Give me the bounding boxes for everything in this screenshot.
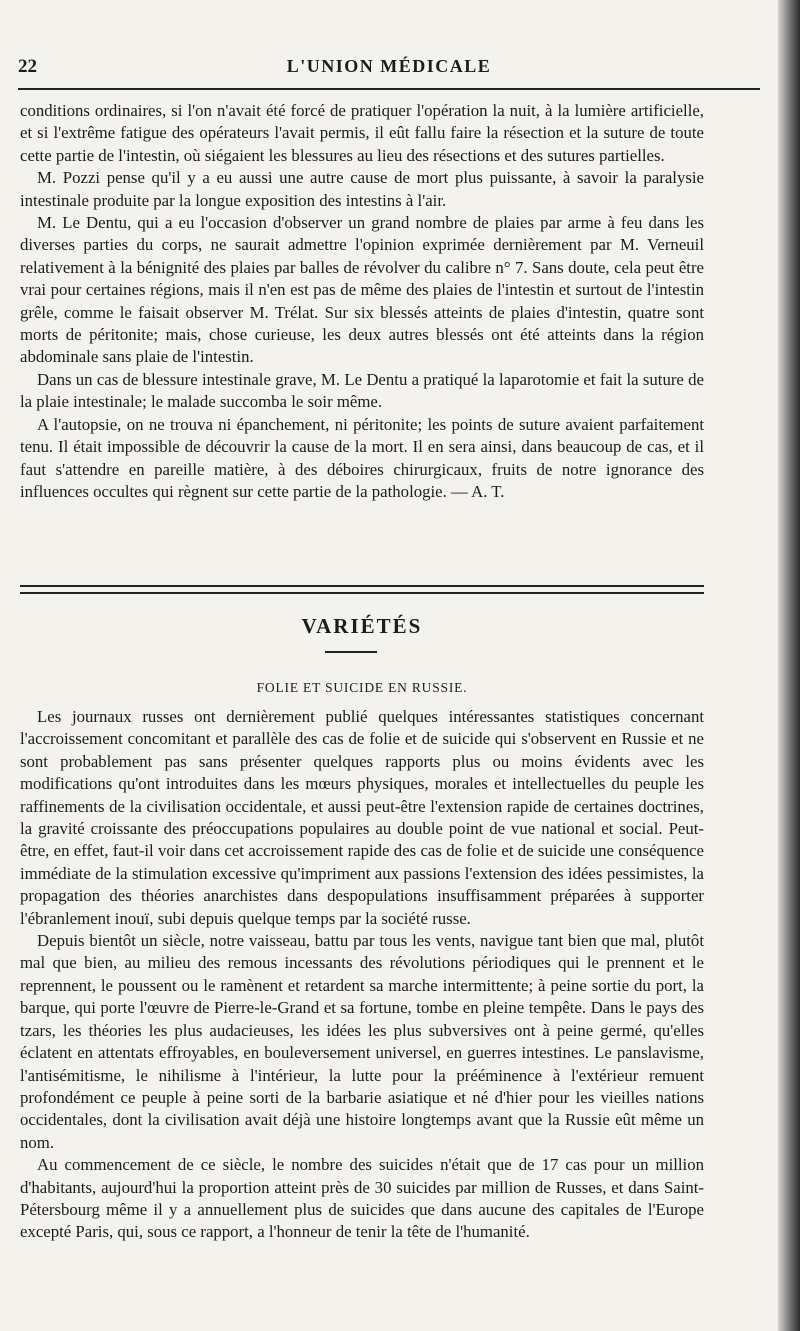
discussion-paragraph: M. Pozzi pense qu'il y a eu aussi une autre cause de mort plus puissante, à savoir la paralysie intestinale produite par la longue exposition des intestins à l'air. xyxy=(20,168,704,210)
article-paragraph: Les journaux russes ont dernièrement publié quelques intéressantes statistiques concernant l'accroissement concomitant et parallèle des cas de folie et de suicide qui s'observent en Russie et ne sont probablement pas sans présenter quelques rapports plus ou moins évidents avec les modifications qu'ont introduites dans les mœurs physiques, morales et intellectuelles du peuple les raffinements de la civilisation occidentale, et aussi peut-être l'extension rapide de certaines doctrines, la gravité croissante des préoccupations populaires au double point de vue national et social. Peut-être, en effet, faut-il voir dans cet accroissement rapide des cas de folie et de suicide une conséquence immédiate de la stimulation excessive qu'impriment aux passions l'extension des idées pessimistes, la propagation des théories anarchistes dans despopulations insuffisamment préparées à supporter l'ébranlement inouï, subi depuis quelque temps par la société russe. xyxy=(20,707,704,928)
page-number: 22 xyxy=(18,56,37,77)
discussion-paragraph: A l'autopsie, on ne trouva ni épanchement, ni péritonite; les points de suture avaient parfaitement tenu. Il était impossible de découvrir la cause de la mort. Il en sera ainsi, dans beaucoup de cas, et il faut s'attendre en pareille matière, à des déboires chirurgicaux, fruits de notre ignorance des influences occultes qui règnent sur cette partie de la pathologie. — A. T. xyxy=(20,414,704,501)
article-paragraph: Depuis bientôt un siècle, notre vaisseau, battu par tous les vents, navigue tant bien que mal, plutôt mal que bien, au milieu des remous incessants des révolutions périodiques qui le prennent et le reprennent, le poussent ou le ramènent et retardent sa marche intermittente; à peine sortie du port, la barque, qui porte l'œuvre de Pierre-le-Grand et sa fortune, tombe en pleine tempête. Dans le pays des tzars, les théories les plus audacieuses, les idées les plus subversives ont à peine germé, qu'elles éclatent en attentats effroyables, en bouleversement universel, en guerres intestines. Le panslavisme, l'antisémitisme, le nihilisme à l'intérieur, la lutte pour la prééminence à l'extérieur remuent profondément ce peuple à peine sorti de la barbarie asiatique et né d'hier pour les vieilles nations occidentales, dont la civilisation avait déjà une histoire longtemps avant que la Russie eût même un nom. xyxy=(20,931,704,1152)
title-rule xyxy=(325,651,377,653)
article-paragraph: Au commencement de ce siècle, le nombre des suicides n'était que de 17 cas pour un million d'habitants, aujourd'hui la proportion atteint près de 30 suicides par million de Russes, et dans Saint-Pétersbourg même il y a annuellement plus de suicides que dans aucune des capitales de l'Europe excepté Paris, qui, sous ce rapport, a l'honneur de tenir la tête de l'humanité. xyxy=(20,1155,704,1242)
page-header xyxy=(18,48,760,86)
discussion-text xyxy=(20,100,704,503)
discussion-paragraph: Dans un cas de blessure intestinale grave, M. Le Dentu a pratiqué la laparotomie et fait la suture de la plaie intestinale; le malade succomba le soir même. xyxy=(20,369,704,412)
article-heading: FOLIE ET SUICIDE EN RUSSIE. xyxy=(256,680,468,695)
section-title: VARIÉTÉS xyxy=(301,614,423,638)
running-title: L'UNION MÉDICALE xyxy=(286,56,492,76)
discussion-paragraph: conditions ordinaires, si l'on n'avait été forcé de pratiquer l'opération la nuit, à la lumière artificielle, et si l'extrême fatigue des opérateurs l'avait permis, il eût fallu faire la résection et la suture de toute cette partie de l'intestin, où siégaient les blessures au lieu des résections et des sutures partielles. xyxy=(20,101,704,165)
section-divider xyxy=(20,585,704,594)
article-text xyxy=(20,706,704,1244)
header-rule xyxy=(18,88,760,90)
book-spine-shadow xyxy=(778,0,800,1331)
discussion-paragraph: M. Le Dentu, qui a eu l'occasion d'observer un grand nombre de plaies par arme à feu dans les diverses parties du corps, ne saurait admettre l'opinion exprimée dernièrement par M. Verneuil relativement à la bénignité des plaies par balles de révolver du calibre n° 7. Sans doute, cela peut être vrai pour certaines régions, mais il n'en est pas de même des plaies de l'intestin et surtout de l'intestin grêle, comme le faisait observer M. Trélat. Sur six blessés atteints de plaies d'intestin, quatre sont morts de péritonite; mais, chose curieuse, les deux autres blessés ont été atteints dans la région abdominale sans plaie de l'intestin. xyxy=(20,213,704,367)
